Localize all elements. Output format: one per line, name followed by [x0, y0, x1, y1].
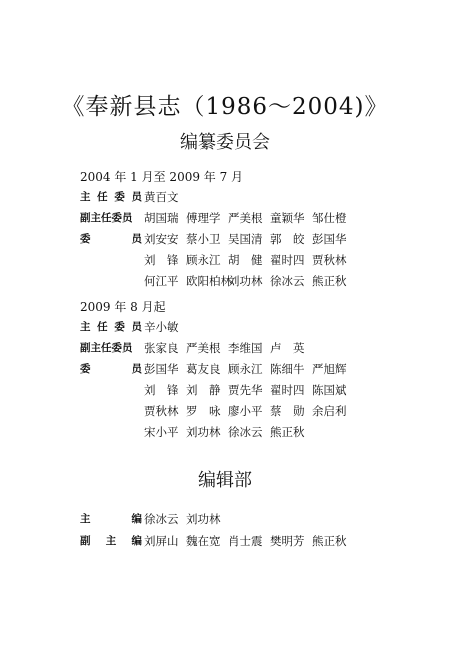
member-name: 陈细牛: [270, 362, 305, 376]
member-names: [144, 402, 354, 420]
member-name: 吴国清: [228, 232, 263, 246]
role-char: 副: [80, 535, 91, 547]
role-char: 编: [131, 513, 142, 525]
member-name: 熊正秋: [312, 274, 347, 288]
role-label: [80, 532, 142, 550]
role-label: [80, 318, 142, 336]
role-char: 委: [80, 363, 91, 375]
member-name: 卢 英: [270, 341, 305, 355]
role-char: 主: [105, 535, 117, 547]
role-char: 主: [80, 513, 91, 525]
role-char: 委: [114, 321, 125, 333]
member-name: 廖小平: [228, 404, 263, 418]
member-name: 刘屏山: [144, 534, 179, 548]
member-name: 葛友良: [186, 362, 221, 376]
member-names: [144, 318, 186, 336]
role-char: 任: [97, 321, 108, 333]
member-names: [144, 339, 312, 357]
member-names: [144, 423, 312, 441]
member-name: 熊正秋: [312, 534, 347, 548]
document-title: 《奉新县志（1986～2004)》: [61, 94, 389, 120]
role-char: 副主任委员: [80, 212, 133, 224]
role-char: 委: [114, 191, 125, 203]
member-name: 徐冰云: [228, 425, 263, 439]
member-name: 蔡小卫: [186, 232, 221, 246]
member-names: [144, 272, 354, 290]
role-label: [80, 510, 142, 528]
period-2009: 2009 年 8 月起: [80, 300, 166, 314]
member-name: 黄百文: [144, 190, 179, 204]
role-char: 副主任委员: [80, 342, 133, 354]
member-name: 贾秋林: [312, 253, 347, 267]
member-name: 胡 健: [228, 253, 263, 267]
member-name: 肖士震: [228, 534, 263, 548]
member-name: 刘 锋: [144, 383, 179, 397]
member-name: 严美根: [186, 341, 221, 355]
member-name: 蔡 勋: [270, 404, 305, 418]
member-name: 辛小敏: [144, 320, 179, 334]
member-name: 严旭辉: [312, 362, 347, 376]
member-name: 傅理学: [186, 211, 221, 225]
role-char: 委: [80, 233, 91, 245]
member-names: [144, 510, 228, 528]
member-name: 何江平: [144, 274, 179, 288]
member-name: 严美根: [228, 211, 263, 225]
member-name: 欧阳柏林: [186, 274, 232, 288]
role-label: [80, 230, 142, 248]
member-names: [144, 209, 354, 227]
member-name: 顾永江: [228, 362, 263, 376]
member-name: 陈国斌: [312, 383, 347, 397]
role-char: 主: [80, 321, 91, 333]
member-name: 刘 静: [186, 383, 221, 397]
member-name: 樊明芳: [270, 534, 305, 548]
role-char: 员: [131, 191, 142, 203]
member-names: [144, 230, 354, 248]
member-name: 郭 皎: [270, 232, 305, 246]
committee-heading: 编纂委员会: [180, 132, 270, 153]
member-name: 罗 咏: [186, 404, 221, 418]
role-label: [80, 209, 142, 227]
member-name: 魏在宽: [186, 534, 221, 548]
role-char: 员: [131, 363, 142, 375]
member-names: [144, 532, 354, 550]
member-names: [144, 251, 354, 269]
member-names: [144, 188, 186, 206]
member-name: 余启利: [312, 404, 347, 418]
member-name: 徐冰云: [144, 512, 179, 526]
member-name: 刘功林: [186, 425, 221, 439]
member-name: 胡国瑞: [144, 211, 179, 225]
member-name: 贾秋林: [144, 404, 179, 418]
member-name: 熊正秋: [270, 425, 305, 439]
role-char: 编: [131, 535, 142, 547]
role-label: [80, 188, 142, 206]
member-name: 李维国: [228, 341, 263, 355]
member-name: 彭国华: [144, 362, 179, 376]
role-char: 员: [131, 321, 142, 333]
member-name: 刘安安: [144, 232, 179, 246]
editorial-heading: 编辑部: [198, 470, 252, 491]
role-char: 主: [80, 191, 91, 203]
member-name: 翟时四: [270, 383, 305, 397]
member-name: 贾先华: [228, 383, 263, 397]
member-name: 顾永江: [186, 253, 221, 267]
member-name: 翟时四: [270, 253, 305, 267]
member-name: 彭国华: [312, 232, 347, 246]
role-label: [80, 360, 142, 378]
member-name: 童颖华: [270, 211, 305, 225]
member-names: [144, 360, 354, 378]
role-char: 任: [97, 191, 108, 203]
member-name: 宋小平: [144, 425, 179, 439]
member-name: 邹仕橙: [312, 211, 347, 225]
role-char: 员: [131, 233, 142, 245]
member-name: 刘功林: [186, 512, 221, 526]
role-label: [80, 339, 142, 357]
member-name: 张家良: [144, 341, 179, 355]
period-2004: 2004 年 1 月至 2009 年 7 月: [80, 170, 244, 184]
member-name: 刘功林: [228, 274, 263, 288]
member-name: 刘 锋: [144, 253, 179, 267]
member-names: [144, 381, 354, 399]
member-name: 徐冰云: [270, 274, 305, 288]
